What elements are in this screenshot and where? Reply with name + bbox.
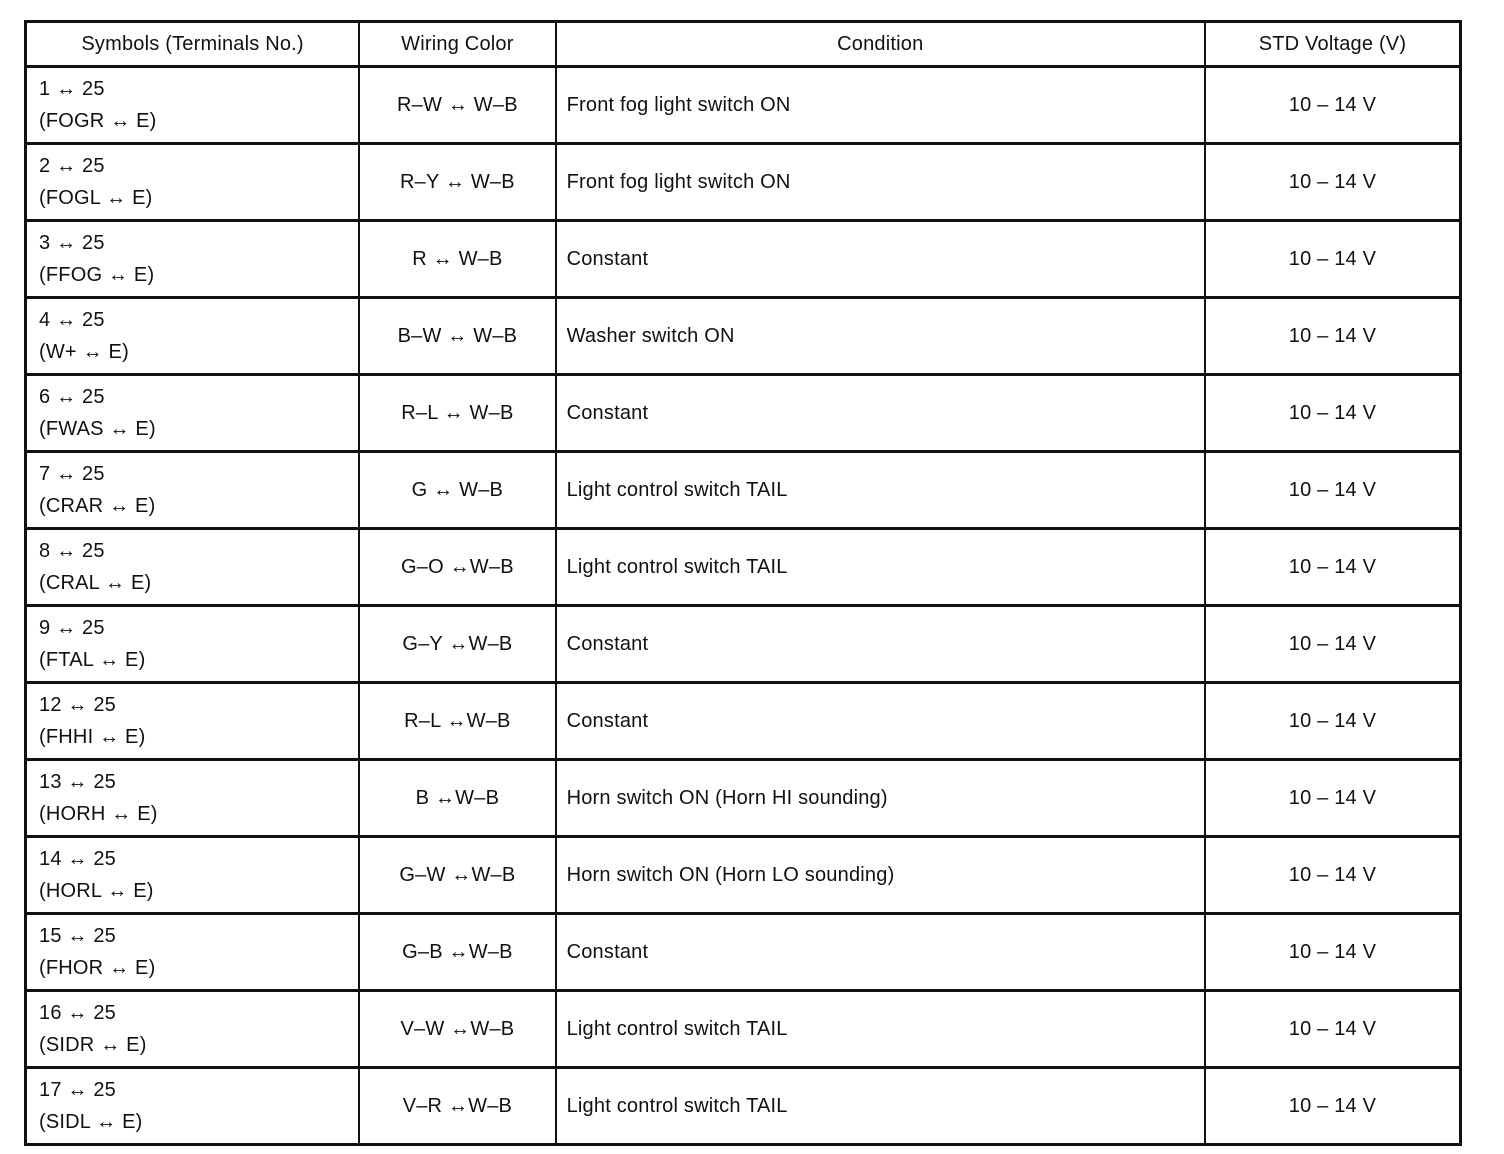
condition-cell: Light control switch TAIL — [556, 452, 1205, 529]
terminal-numbers: 16 ↔ 25 — [39, 1002, 117, 1024]
terminal-symbol: (CRAR ↔ E) — [39, 495, 156, 517]
std-voltage-cell: 10 – 14 V — [1205, 991, 1461, 1068]
std-voltage-cell: 10 – 14 V — [1205, 606, 1461, 683]
terminal-cell — [26, 837, 360, 914]
terminal-numbers: 2 ↔ 25 — [39, 155, 105, 177]
wiring-color-cell: G–B ↔W–B — [359, 914, 555, 991]
table-row — [26, 606, 1461, 683]
terminal-cell — [26, 683, 360, 760]
table-row — [26, 683, 1461, 760]
table-row — [26, 221, 1461, 298]
terminal-symbol: (CRAL ↔ E) — [39, 572, 152, 594]
header-wiring-color: Wiring Color — [359, 22, 555, 67]
table-row — [26, 837, 1461, 914]
wiring-color-cell: R ↔ W–B — [359, 221, 555, 298]
terminal-cell — [26, 760, 360, 837]
header-condition: Condition — [556, 22, 1205, 67]
std-voltage-cell: 10 – 14 V — [1205, 67, 1461, 144]
terminal-symbol: (FFOG ↔ E) — [39, 264, 155, 286]
condition-cell: Horn switch ON (Horn HI sounding) — [556, 760, 1205, 837]
terminal-numbers: 3 ↔ 25 — [39, 232, 105, 254]
terminal-symbol: (FTAL ↔ E) — [39, 649, 146, 671]
condition-cell: Light control switch TAIL — [556, 1068, 1205, 1145]
condition-cell: Light control switch TAIL — [556, 991, 1205, 1068]
terminal-cell — [26, 1068, 360, 1145]
terminal-cell — [26, 221, 360, 298]
table-row — [26, 1068, 1461, 1145]
terminal-symbol: (FOGL ↔ E) — [39, 187, 153, 209]
wiring-color-cell: R–Y ↔ W–B — [359, 144, 555, 221]
terminal-cell — [26, 298, 360, 375]
table-row — [26, 67, 1461, 144]
table-body — [26, 67, 1461, 1145]
condition-cell: Light control switch TAIL — [556, 529, 1205, 606]
wiring-color-cell: R–L ↔ W–B — [359, 375, 555, 452]
wiring-color-cell: G–W ↔W–B — [359, 837, 555, 914]
terminal-cell — [26, 606, 360, 683]
wiring-color-cell: V–W ↔W–B — [359, 991, 555, 1068]
terminal-symbol: (FWAS ↔ E) — [39, 418, 156, 440]
wiring-color-cell: G–O ↔W–B — [359, 529, 555, 606]
std-voltage-cell: 10 – 14 V — [1205, 298, 1461, 375]
std-voltage-cell: 10 – 14 V — [1205, 914, 1461, 991]
terminal-numbers: 6 ↔ 25 — [39, 386, 105, 408]
wiring-color-cell: G–Y ↔W–B — [359, 606, 555, 683]
terminal-symbol: (HORL ↔ E) — [39, 880, 154, 902]
terminal-cell — [26, 914, 360, 991]
terminal-numbers: 15 ↔ 25 — [39, 925, 117, 947]
table-row — [26, 375, 1461, 452]
table-row — [26, 144, 1461, 221]
terminal-cell — [26, 452, 360, 529]
terminal-numbers: 12 ↔ 25 — [39, 694, 117, 716]
table-row — [26, 529, 1461, 606]
terminal-voltage-table — [24, 20, 1462, 1146]
terminal-symbol: (SIDR ↔ E) — [39, 1034, 147, 1056]
terminal-cell — [26, 67, 360, 144]
wiring-color-cell: B ↔W–B — [359, 760, 555, 837]
condition-cell: Constant — [556, 606, 1205, 683]
std-voltage-cell: 10 – 14 V — [1205, 1068, 1461, 1145]
terminal-numbers: 4 ↔ 25 — [39, 309, 105, 331]
wiring-color-cell: R–L ↔W–B — [359, 683, 555, 760]
header-std-voltage: STD Voltage (V) — [1205, 22, 1461, 67]
terminal-cell — [26, 144, 360, 221]
terminal-cell — [26, 991, 360, 1068]
wiring-color-cell: R–W ↔ W–B — [359, 67, 555, 144]
std-voltage-cell: 10 – 14 V — [1205, 760, 1461, 837]
terminal-numbers: 13 ↔ 25 — [39, 771, 117, 793]
terminal-symbol: (SIDL ↔ E) — [39, 1111, 143, 1133]
terminal-voltage-table-wrapper — [24, 20, 1462, 1146]
table-row — [26, 991, 1461, 1068]
table-row — [26, 298, 1461, 375]
header-symbols: Symbols (Terminals No.) — [26, 22, 360, 67]
condition-cell: Constant — [556, 914, 1205, 991]
terminal-numbers: 14 ↔ 25 — [39, 848, 117, 870]
terminal-numbers: 1 ↔ 25 — [39, 78, 105, 100]
terminal-cell — [26, 529, 360, 606]
condition-cell: Front fog light switch ON — [556, 144, 1205, 221]
condition-cell: Constant — [556, 375, 1205, 452]
wiring-color-cell: V–R ↔W–B — [359, 1068, 555, 1145]
terminal-symbol: (W+ ↔ E) — [39, 341, 129, 363]
terminal-symbol: (HORH ↔ E) — [39, 803, 158, 825]
terminal-numbers: 7 ↔ 25 — [39, 463, 105, 485]
terminal-cell — [26, 375, 360, 452]
terminal-numbers: 17 ↔ 25 — [39, 1079, 117, 1101]
condition-cell: Front fog light switch ON — [556, 67, 1205, 144]
wiring-color-cell: G ↔ W–B — [359, 452, 555, 529]
condition-cell: Horn switch ON (Horn LO sounding) — [556, 837, 1205, 914]
table-row — [26, 452, 1461, 529]
condition-cell: Constant — [556, 221, 1205, 298]
std-voltage-cell: 10 – 14 V — [1205, 452, 1461, 529]
wiring-color-cell: B–W ↔ W–B — [359, 298, 555, 375]
table-header-row — [26, 22, 1461, 67]
terminal-symbol: (FOGR ↔ E) — [39, 110, 157, 132]
condition-cell: Constant — [556, 683, 1205, 760]
table-row — [26, 914, 1461, 991]
std-voltage-cell: 10 – 14 V — [1205, 683, 1461, 760]
table-row — [26, 760, 1461, 837]
std-voltage-cell: 10 – 14 V — [1205, 144, 1461, 221]
std-voltage-cell: 10 – 14 V — [1205, 837, 1461, 914]
condition-cell: Washer switch ON — [556, 298, 1205, 375]
std-voltage-cell: 10 – 14 V — [1205, 221, 1461, 298]
terminal-numbers: 9 ↔ 25 — [39, 617, 105, 639]
terminal-symbol: (FHHI ↔ E) — [39, 726, 146, 748]
std-voltage-cell: 10 – 14 V — [1205, 375, 1461, 452]
terminal-symbol: (FHOR ↔ E) — [39, 957, 156, 979]
terminal-numbers: 8 ↔ 25 — [39, 540, 105, 562]
std-voltage-cell: 10 – 14 V — [1205, 529, 1461, 606]
